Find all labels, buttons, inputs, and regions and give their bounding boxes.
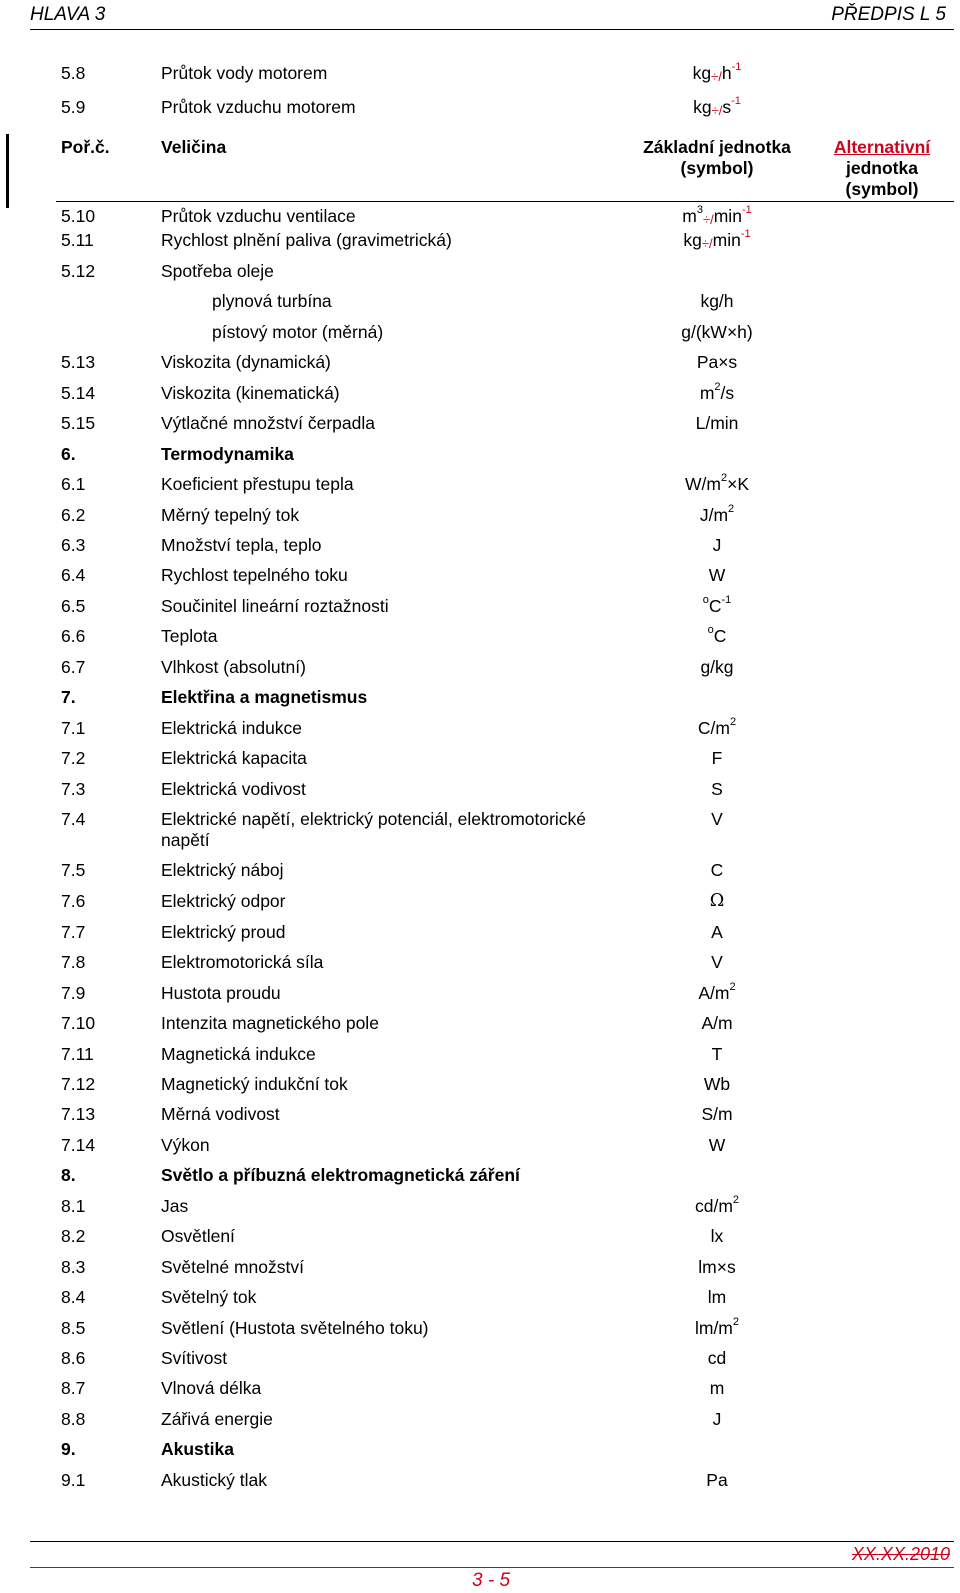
row-unit: $^o$C [707, 624, 727, 646]
table-row [0, 261, 960, 285]
table-row [0, 322, 960, 346]
row-number: 5.14 [61, 383, 96, 403]
row-quantity: Světlení (Hustota světelného toku) [161, 1318, 429, 1338]
row-unit: kg/h [700, 291, 734, 311]
row-number: 5.12 [61, 261, 96, 281]
row-quantity: Svítivost [161, 1348, 228, 1368]
row-unit: Pa [706, 1470, 728, 1490]
row-unit: S/m [701, 1104, 733, 1124]
row-unit: $cd/m^2$ [694, 1194, 740, 1216]
row-number: 7.4 [61, 809, 86, 829]
row-number: 8.5 [61, 1318, 86, 1338]
row-quantity: Intenzita magnetického pole [161, 1013, 379, 1033]
row-number: 8.2 [61, 1226, 86, 1246]
row-quantity: Průtok vody motorem [161, 63, 328, 83]
row-quantity: Akustický tlak [161, 1470, 267, 1490]
row-unit: J [712, 1409, 722, 1429]
row-unit: $C/m^2$ [697, 716, 737, 738]
row-unit: T [711, 1044, 723, 1064]
row-number: 8.6 [61, 1348, 86, 1368]
section-number: 9. [61, 1439, 76, 1459]
row-unit: C [710, 860, 724, 880]
row-number: 5.9 [61, 97, 86, 117]
row-number: 5.13 [61, 352, 96, 372]
table-row [0, 1318, 960, 1342]
row-unit: V [711, 952, 723, 972]
table-row [0, 1348, 960, 1372]
table-row [0, 383, 960, 407]
section-row [0, 1439, 960, 1463]
row-number: 6.3 [61, 535, 86, 555]
row-unit: Pa×s [696, 352, 738, 372]
row-number: 6.1 [61, 474, 86, 494]
table-row [0, 1135, 960, 1159]
row-unit: $m^3\div/\min^{-1}$ [682, 204, 752, 227]
row-quantity: Spotřeba oleje [161, 261, 274, 281]
table-row [0, 1257, 960, 1281]
row-number: 8.7 [61, 1378, 86, 1398]
row-quantity: Viskozita (dynamická) [161, 352, 331, 372]
section-number: 7. [61, 687, 76, 707]
row-number: 8.3 [61, 1257, 86, 1277]
row-quantity: Světelné množství [161, 1257, 304, 1277]
row-unit: A [711, 922, 723, 942]
row-quantity: Měrný tepelný tok [161, 505, 300, 525]
row-number: 7.6 [61, 891, 86, 911]
row-quantity: Světelný tok [161, 1287, 257, 1307]
table-row [0, 206, 960, 230]
row-quantity: Průtok vzduchu ventilace [161, 206, 356, 226]
row-unit: $kg\div/h^{-1}$ [692, 61, 742, 84]
table-row [0, 565, 960, 589]
header-quantity: Veličina [161, 137, 227, 157]
row-unit: lm×s [698, 1257, 736, 1277]
row-number: 7.13 [61, 1104, 96, 1124]
row-unit: $kg\div/s^{-1}$ [693, 95, 741, 118]
section-title: Akustika [161, 1439, 234, 1459]
row-quantity: Elektrická vodivost [161, 779, 306, 799]
row-quantity: Viskozita (kinematická) [161, 383, 340, 403]
table-row [0, 230, 960, 254]
footer-divider-red [30, 1567, 954, 1568]
row-unit: W [708, 1135, 726, 1155]
row-unit: $A/m^2$ [698, 981, 736, 1003]
row-unit: S [711, 779, 723, 799]
header-alt-unit: Alternativní jednotka (symbol) [833, 137, 931, 199]
row-number: 6.7 [61, 657, 86, 677]
row-number: 6.6 [61, 626, 86, 646]
row-quantity: Elektrický náboj [161, 860, 284, 880]
row-unit: F [711, 748, 723, 768]
row-unit: cd [707, 1348, 727, 1368]
table-row [0, 1378, 960, 1402]
row-quantity: Jas [161, 1196, 189, 1216]
row-number: 6.2 [61, 505, 86, 525]
row-number: 7.7 [61, 922, 86, 942]
row-quantity: Množství tepla, teplo [161, 535, 322, 555]
row-unit: $J/m^2$ [699, 503, 735, 525]
row-unit: V [711, 809, 723, 829]
row-quantity: Elektrická kapacita [161, 748, 307, 768]
table-row [0, 474, 960, 498]
chapter-label: HLAVA 3 [30, 4, 106, 25]
row-number: 5.11 [61, 230, 94, 250]
row-unit: J [712, 535, 722, 555]
row-quantity: Rychlost plnění paliva (gravimetrická) [161, 230, 452, 250]
row-number: 5.10 [61, 206, 96, 226]
table-row [0, 1044, 960, 1068]
regulation-label: PŘEDPIS L 5 [831, 4, 946, 25]
table-row [0, 748, 960, 772]
table-row [0, 291, 960, 315]
table-row [0, 352, 960, 376]
row-quantity: Hustota proudu [161, 983, 281, 1003]
table-row [0, 413, 960, 437]
footer-divider [30, 1541, 954, 1542]
table-row [0, 596, 960, 620]
header-number: Poř.č. [61, 137, 110, 157]
table-row [0, 718, 960, 742]
row-number: 7.5 [61, 860, 86, 880]
table-row [0, 97, 960, 121]
row-number: 7.14 [61, 1135, 96, 1155]
footer-date: XX.XX.2010 [851, 1544, 950, 1564]
row-number: 7.8 [61, 952, 86, 972]
header-base-unit: Základní jednotka (symbol) [643, 137, 791, 178]
row-quantity: Součinitel lineární roztažnosti [161, 596, 389, 616]
row-number: 8.4 [61, 1287, 86, 1307]
table-row [0, 1013, 960, 1037]
row-unit: lm [707, 1287, 727, 1307]
section-row [0, 687, 960, 711]
row-unit: m [709, 1378, 725, 1398]
row-unit: $m^2/s$ [699, 381, 735, 403]
section-number: 8. [61, 1165, 76, 1185]
row-number: 7.10 [61, 1013, 96, 1033]
row-quantity: Výtlačné množství čerpadla [161, 413, 375, 433]
row-quantity: Elektromotorická síla [161, 952, 324, 972]
row-number: 5.8 [61, 63, 86, 83]
row-quantity: Měrná vodivost [161, 1104, 280, 1124]
row-quantity: Elektrická indukce [161, 718, 303, 738]
table-row [0, 860, 960, 884]
table-row [0, 63, 960, 87]
row-unit: A/m [701, 1013, 733, 1033]
row-unit: L/min [695, 413, 739, 433]
table-row [0, 505, 960, 529]
table-header [0, 137, 960, 201]
row-quantity: Teplota [161, 626, 218, 646]
row-number: 6.4 [61, 565, 86, 585]
row-quantity: Elektrické napětí, elektrický potenciál, elektromotorické napětí [161, 809, 587, 850]
row-quantity: plynová turbína [212, 291, 332, 311]
table-row [0, 657, 960, 681]
row-quantity: Koeficient přestupu tepla [161, 474, 354, 494]
row-quantity: Rychlost tepelného toku [161, 565, 348, 585]
section-row [0, 444, 960, 468]
row-number: 7.3 [61, 779, 86, 799]
section-title: Termodynamika [161, 444, 294, 464]
row-number: 7.9 [61, 983, 86, 1003]
table-row [0, 1196, 960, 1220]
row-unit: $W/m^2\times K$ [685, 472, 749, 494]
row-quantity: Elektrický proud [161, 922, 286, 942]
row-number: 7.2 [61, 748, 86, 768]
row-number: 5.15 [61, 413, 96, 433]
row-quantity: Magnetická indukce [161, 1044, 316, 1064]
table-row [0, 779, 960, 803]
table-row [0, 1409, 960, 1433]
header-divider [30, 29, 954, 30]
table-row [0, 922, 960, 946]
row-quantity: Zářivá energie [161, 1409, 273, 1429]
row-unit: lx [710, 1226, 724, 1246]
row-unit: Ω [709, 891, 725, 911]
section-title: Světlo a příbuzná elektromagnetická záření [161, 1165, 520, 1185]
table-row [0, 1470, 960, 1494]
row-number: 7.11 [61, 1044, 94, 1064]
table-row [0, 1074, 960, 1098]
row-quantity: Elektrický odpor [161, 891, 286, 911]
row-quantity: Osvětlení [161, 1226, 235, 1246]
row-unit: $^oC^{-1}$ [702, 594, 732, 616]
row-unit: Wb [703, 1074, 731, 1094]
table-row [0, 983, 960, 1007]
table-row [0, 626, 960, 650]
section-title: Elektřina a magnetismus [161, 687, 368, 707]
table-row [0, 1104, 960, 1128]
row-quantity: Průtok vzduchu motorem [161, 97, 356, 117]
row-number: 8.8 [61, 1409, 86, 1429]
row-quantity: Magnetický indukční tok [161, 1074, 348, 1094]
row-unit: $lm/m^2$ [694, 1316, 740, 1338]
row-number: 6.5 [61, 596, 86, 616]
table-row [0, 1226, 960, 1250]
table-row [0, 535, 960, 559]
table-row [0, 891, 960, 915]
row-unit: $kg\div/\min^{-1}$ [683, 228, 751, 251]
section-row [0, 1165, 960, 1189]
row-quantity: Vlhkost (absolutní) [161, 657, 306, 677]
header-rule [56, 201, 954, 202]
row-number: 9.1 [61, 1470, 86, 1490]
row-unit: g/kg [700, 657, 734, 677]
row-number: 7.1 [61, 718, 86, 738]
row-unit: g/(kW×h) [681, 322, 753, 342]
table-row [0, 1287, 960, 1311]
row-quantity: pístový motor (měrná) [212, 322, 384, 342]
row-number: 8.1 [61, 1196, 86, 1216]
table-row [0, 952, 960, 976]
row-number: 7.12 [61, 1074, 96, 1094]
row-quantity: Výkon [161, 1135, 210, 1155]
section-number: 6. [61, 444, 76, 464]
page-number: 3 - 5 [472, 1570, 511, 1591]
row-unit: W [708, 565, 726, 585]
table-row [0, 809, 960, 855]
row-quantity: Vlnová délka [161, 1378, 262, 1398]
